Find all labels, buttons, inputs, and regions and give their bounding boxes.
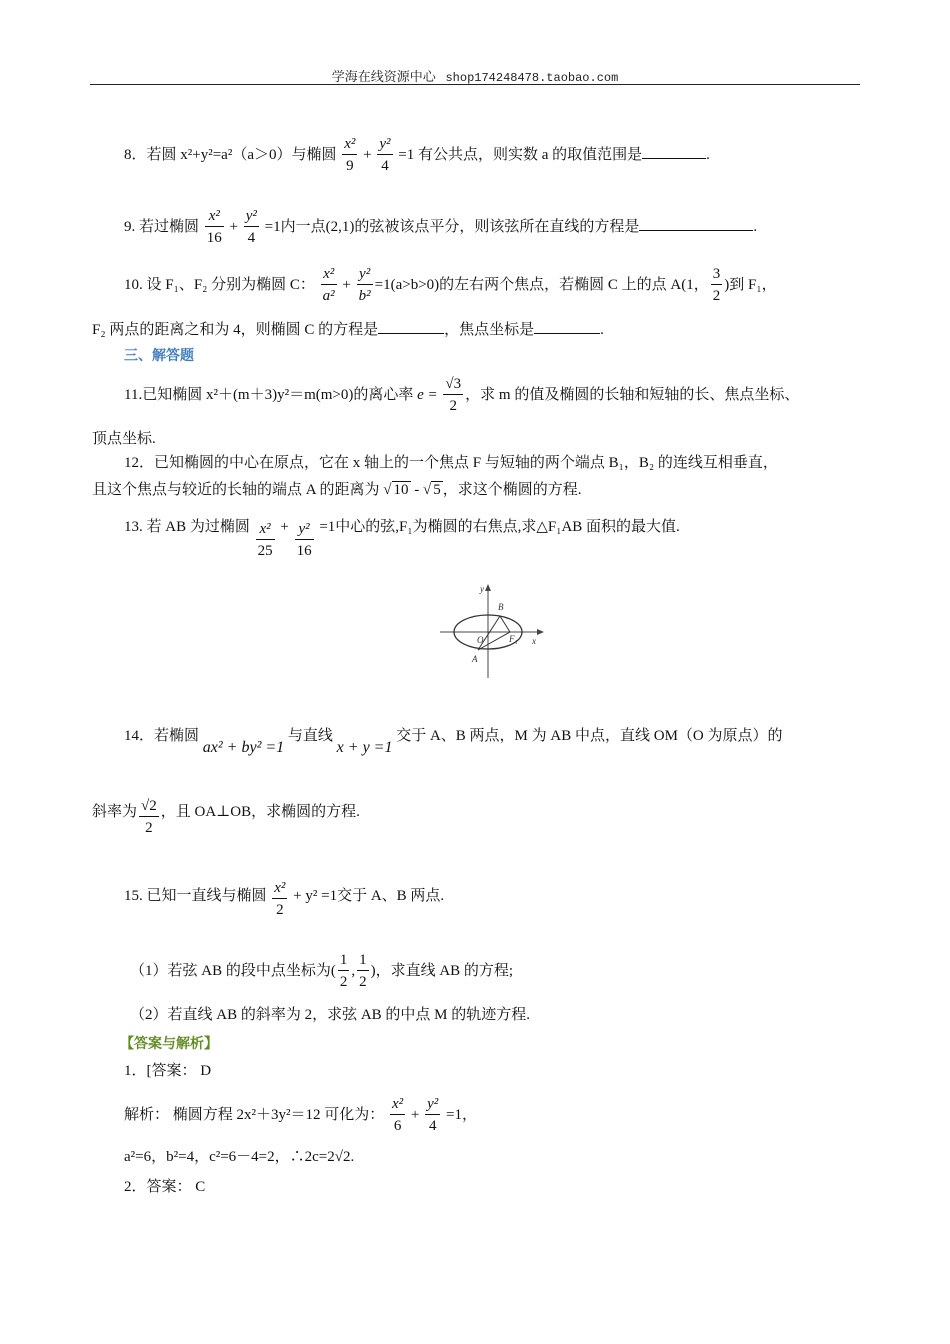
answer-blank: [639, 230, 753, 231]
label-b: B: [498, 602, 504, 612]
problem-11: 11.已知椭圆 x²＋(m＋3)y²＝m(m>0)的离心率 e = $\frac{√3}{2}$ ，求 m 的值及椭圆的长轴和短轴的长、焦点坐标、: [124, 374, 799, 417]
problem-14-line2: 斜率为 $\frac{√2}{2}$ ，且 OA⊥OB，求椭圆的方程.: [92, 800, 360, 839]
fraction: $\frac{\text{y²}}{4}$: [427, 1096, 439, 1134]
answer-blank: [378, 333, 444, 334]
answers-title: 【答案与解析】: [120, 1036, 218, 1052]
equation: ax² + by² =1: [202, 739, 285, 756]
answer-blank: [642, 158, 706, 159]
problem-13: 13. 若 AB 为过椭圆 $\frac{\text{x²}}{25}$ + $\frac{\text{y²}}{16}$ =1中心的弦,F₁为椭圆的右焦点,求△F₁AB 面积的最大值.: [124, 515, 680, 562]
problem-14: 14．若椭圆 ax² + by² =1 与直线 x + y =1 交于 A、B 两点，M 为 AB 中点，直线 OM（O 为原点）的: [124, 728, 783, 756]
sqrt-10: √ 10: [383, 482, 409, 498]
label-a: A: [472, 654, 478, 664]
label-f1: F₁: [509, 634, 518, 644]
fraction: $\frac{\text{x²}}{2}$: [274, 880, 286, 918]
fraction: $\frac{\text{x²}}{16}$: [206, 208, 222, 246]
problem-8: 8．若圆 x²+y²=a²（a＞0）与椭圆 $\frac{\text{x²}}{9}$ + $\frac{\text{y²}}{4}$ =1 有公共点，则实数 a 的取值范围是 .: [124, 134, 710, 177]
problem-11-line2: 顶点坐标.: [92, 431, 156, 447]
answer-1: 1．[答案： D: [124, 1063, 212, 1079]
answer-2: 2．答案： C: [124, 1179, 206, 1195]
fraction: $\frac{\text{y²}}{4}$: [245, 208, 257, 246]
page-header: [0, 66, 950, 85]
problem-12-line2: 且这个焦点与较近的长轴的端点 A 的距离为 √ 10 - √ 5 ，求这个椭圆的方程.: [92, 482, 582, 498]
answer-blank: [534, 333, 600, 334]
section-title: 三、解答题: [124, 348, 194, 364]
label-x: x: [532, 636, 536, 646]
ellipse-figure: [436, 580, 546, 680]
equation: x + y =1: [336, 739, 393, 756]
fraction: $\frac{√2}{2}$: [141, 798, 157, 836]
fraction: $\frac{√3}{2}$: [445, 376, 462, 414]
fraction: $\frac{\text{x²}}{9}$: [344, 136, 356, 174]
problem-10-line2: F₂ 两点的距离之和为 4，则椭圆 C 的方程是 ，焦点坐标是 .: [92, 322, 604, 338]
fraction: $\frac{\text{y²}}{\text{b²}}$: [358, 266, 371, 304]
label-o: O: [477, 635, 484, 645]
fraction: $\frac{\text{y²}}{4}$: [379, 136, 391, 174]
x-axis-arrow-icon: [537, 629, 544, 635]
sqrt-5: √ 5: [423, 482, 441, 498]
fraction: $\frac{\text{x²}}{\text{a²}}$: [322, 266, 335, 304]
fraction: $\frac{3}{2}$: [712, 266, 721, 304]
problem-15: 15. 已知一直线与椭圆 $\frac{\text{x²}}{2}$ + y² =1交于 A、B 两点.: [124, 884, 444, 921]
problem-15-q1: （1）若弦 AB 的段中点坐标为( $\frac{1}{2}$ , $\frac{1}{2}$ )，求直线 AB 的方程;: [130, 950, 513, 993]
fraction: $\frac{\text{x²}}{25}$: [257, 521, 273, 559]
fraction: $\frac{1}{2}$: [339, 952, 348, 990]
fraction: $\frac{\text{x²}}{6}$: [392, 1096, 404, 1134]
problem-9: 9. 若过椭圆 $\frac{\text{x²}}{16}$ + $\frac{\text{y²}}{4}$ =1内一点(2,1)的弦被该点平分，则该弦所在直线的方程是 .: [124, 206, 757, 249]
label-y: y: [480, 584, 484, 594]
fraction: $\frac{\text{y²}}{16}$: [296, 521, 312, 559]
answer-1-result: a²=6，b²=4，c²=6－4=2，∴2c=2√2.: [124, 1149, 355, 1165]
y-axis-arrow-icon: [485, 584, 491, 591]
sqrt-result: 2√2: [327, 1149, 351, 1165]
problem-15-q2: （2）若直线 AB 的斜率为 2，求弦 AB 的中点 M 的轨迹方程.: [130, 1007, 531, 1023]
header-rule: [90, 84, 860, 85]
answer-1-explain: 解析： 椭圆方程 2x²＋3y²＝12 可化为： $\frac{\text{x²}}{6}$ + $\frac{\text{y²}}{4}$ =1，: [124, 1094, 477, 1137]
fraction: $\frac{1}{2}$: [359, 952, 367, 990]
problem-10: 10. 设 F₁、F₂ 分别为椭圆 C： $\frac{\text{x²}}{\text{a²}}$ + $\frac{\text{y²}}{\text{b²}}$ =1(a>b>0)的左右两个焦点，若椭圆 C 上的点 A(1， $\frac{3}{2}$ )到 F₁，: [124, 264, 777, 307]
header-url: shop174248478.taobao.com: [445, 71, 619, 85]
header-site: 学海在线资源中心: [331, 69, 436, 84]
problem-12: 12．已知椭圆的中心在原点，它在 x 轴上的一个焦点 F 与短轴的两个端点 B₁，B₂ 的连线互相垂直，: [124, 455, 778, 471]
